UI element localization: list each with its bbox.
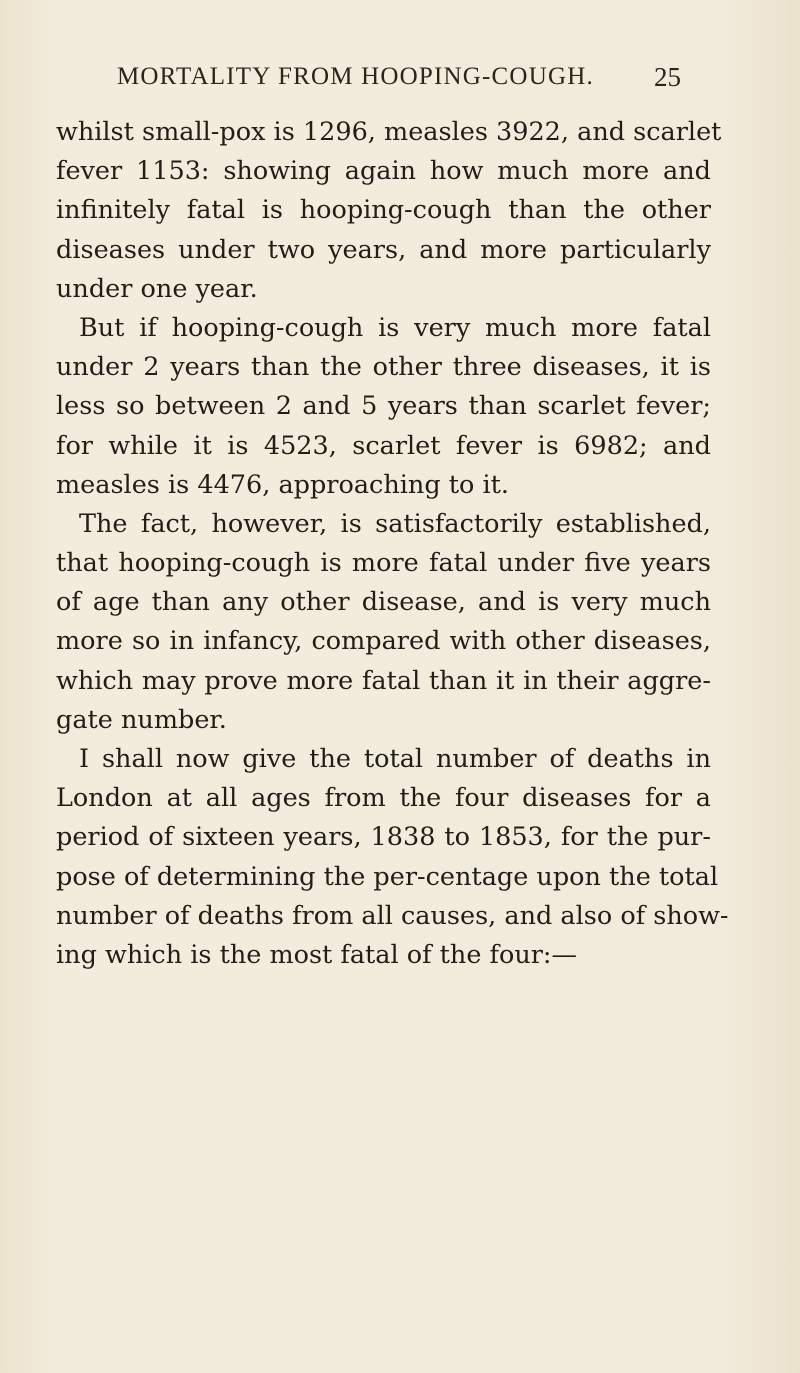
text-line: more so in infancy, compared with other diseases, <box>56 626 711 657</box>
page-number: 25 <box>654 62 681 92</box>
running-head <box>117 60 717 96</box>
text-line: measles is 4476, approaching to it. <box>56 469 509 500</box>
text-line: London at all ages from the four diseases for a <box>56 783 711 814</box>
text-line: which may prove more fatal than it in their aggre- <box>56 665 711 696</box>
text-line: The fact, however, is satisfactorily established, <box>79 508 711 539</box>
text-line: whilst small-pox is 1296, measles 3922, and scarlet <box>56 117 722 147</box>
text-line: ing which is the most fatal of the four:— <box>56 939 578 970</box>
text-line: of age than any other disease, and is very much <box>56 587 711 618</box>
text-line: period of sixteen years, 1838 to 1853, for the pur- <box>56 822 711 853</box>
text-line: gate number. <box>56 704 227 735</box>
running-title: MORTALITY FROM HOOPING-COUGH. <box>117 63 594 90</box>
text-line: that hooping-cough is more fatal under five years <box>56 548 711 579</box>
text-line: for while it is 4523, scarlet fever is 6982; and <box>56 430 711 461</box>
text-line: pose of determining the per-centage upon the total <box>56 861 719 892</box>
text-line: under one year. <box>56 273 258 304</box>
text-line: under 2 years than the other three diseases, it is <box>56 352 711 383</box>
text-line: I shall now give the total number of deaths in <box>79 744 711 774</box>
text-line: less so between 2 and 5 years than scarlet fever; <box>56 391 711 422</box>
text-line: fever 1153: showing again how much more and <box>56 156 711 187</box>
text-line: But if hooping-cough is very much more fatal <box>79 312 711 343</box>
text-line: diseases under two years, and more particularly <box>56 234 711 265</box>
text-line: number of deaths from all causes, and also of show- <box>56 900 729 931</box>
text-line: infinitely fatal is hooping-cough than the other <box>56 195 711 226</box>
body-text <box>56 113 729 975</box>
